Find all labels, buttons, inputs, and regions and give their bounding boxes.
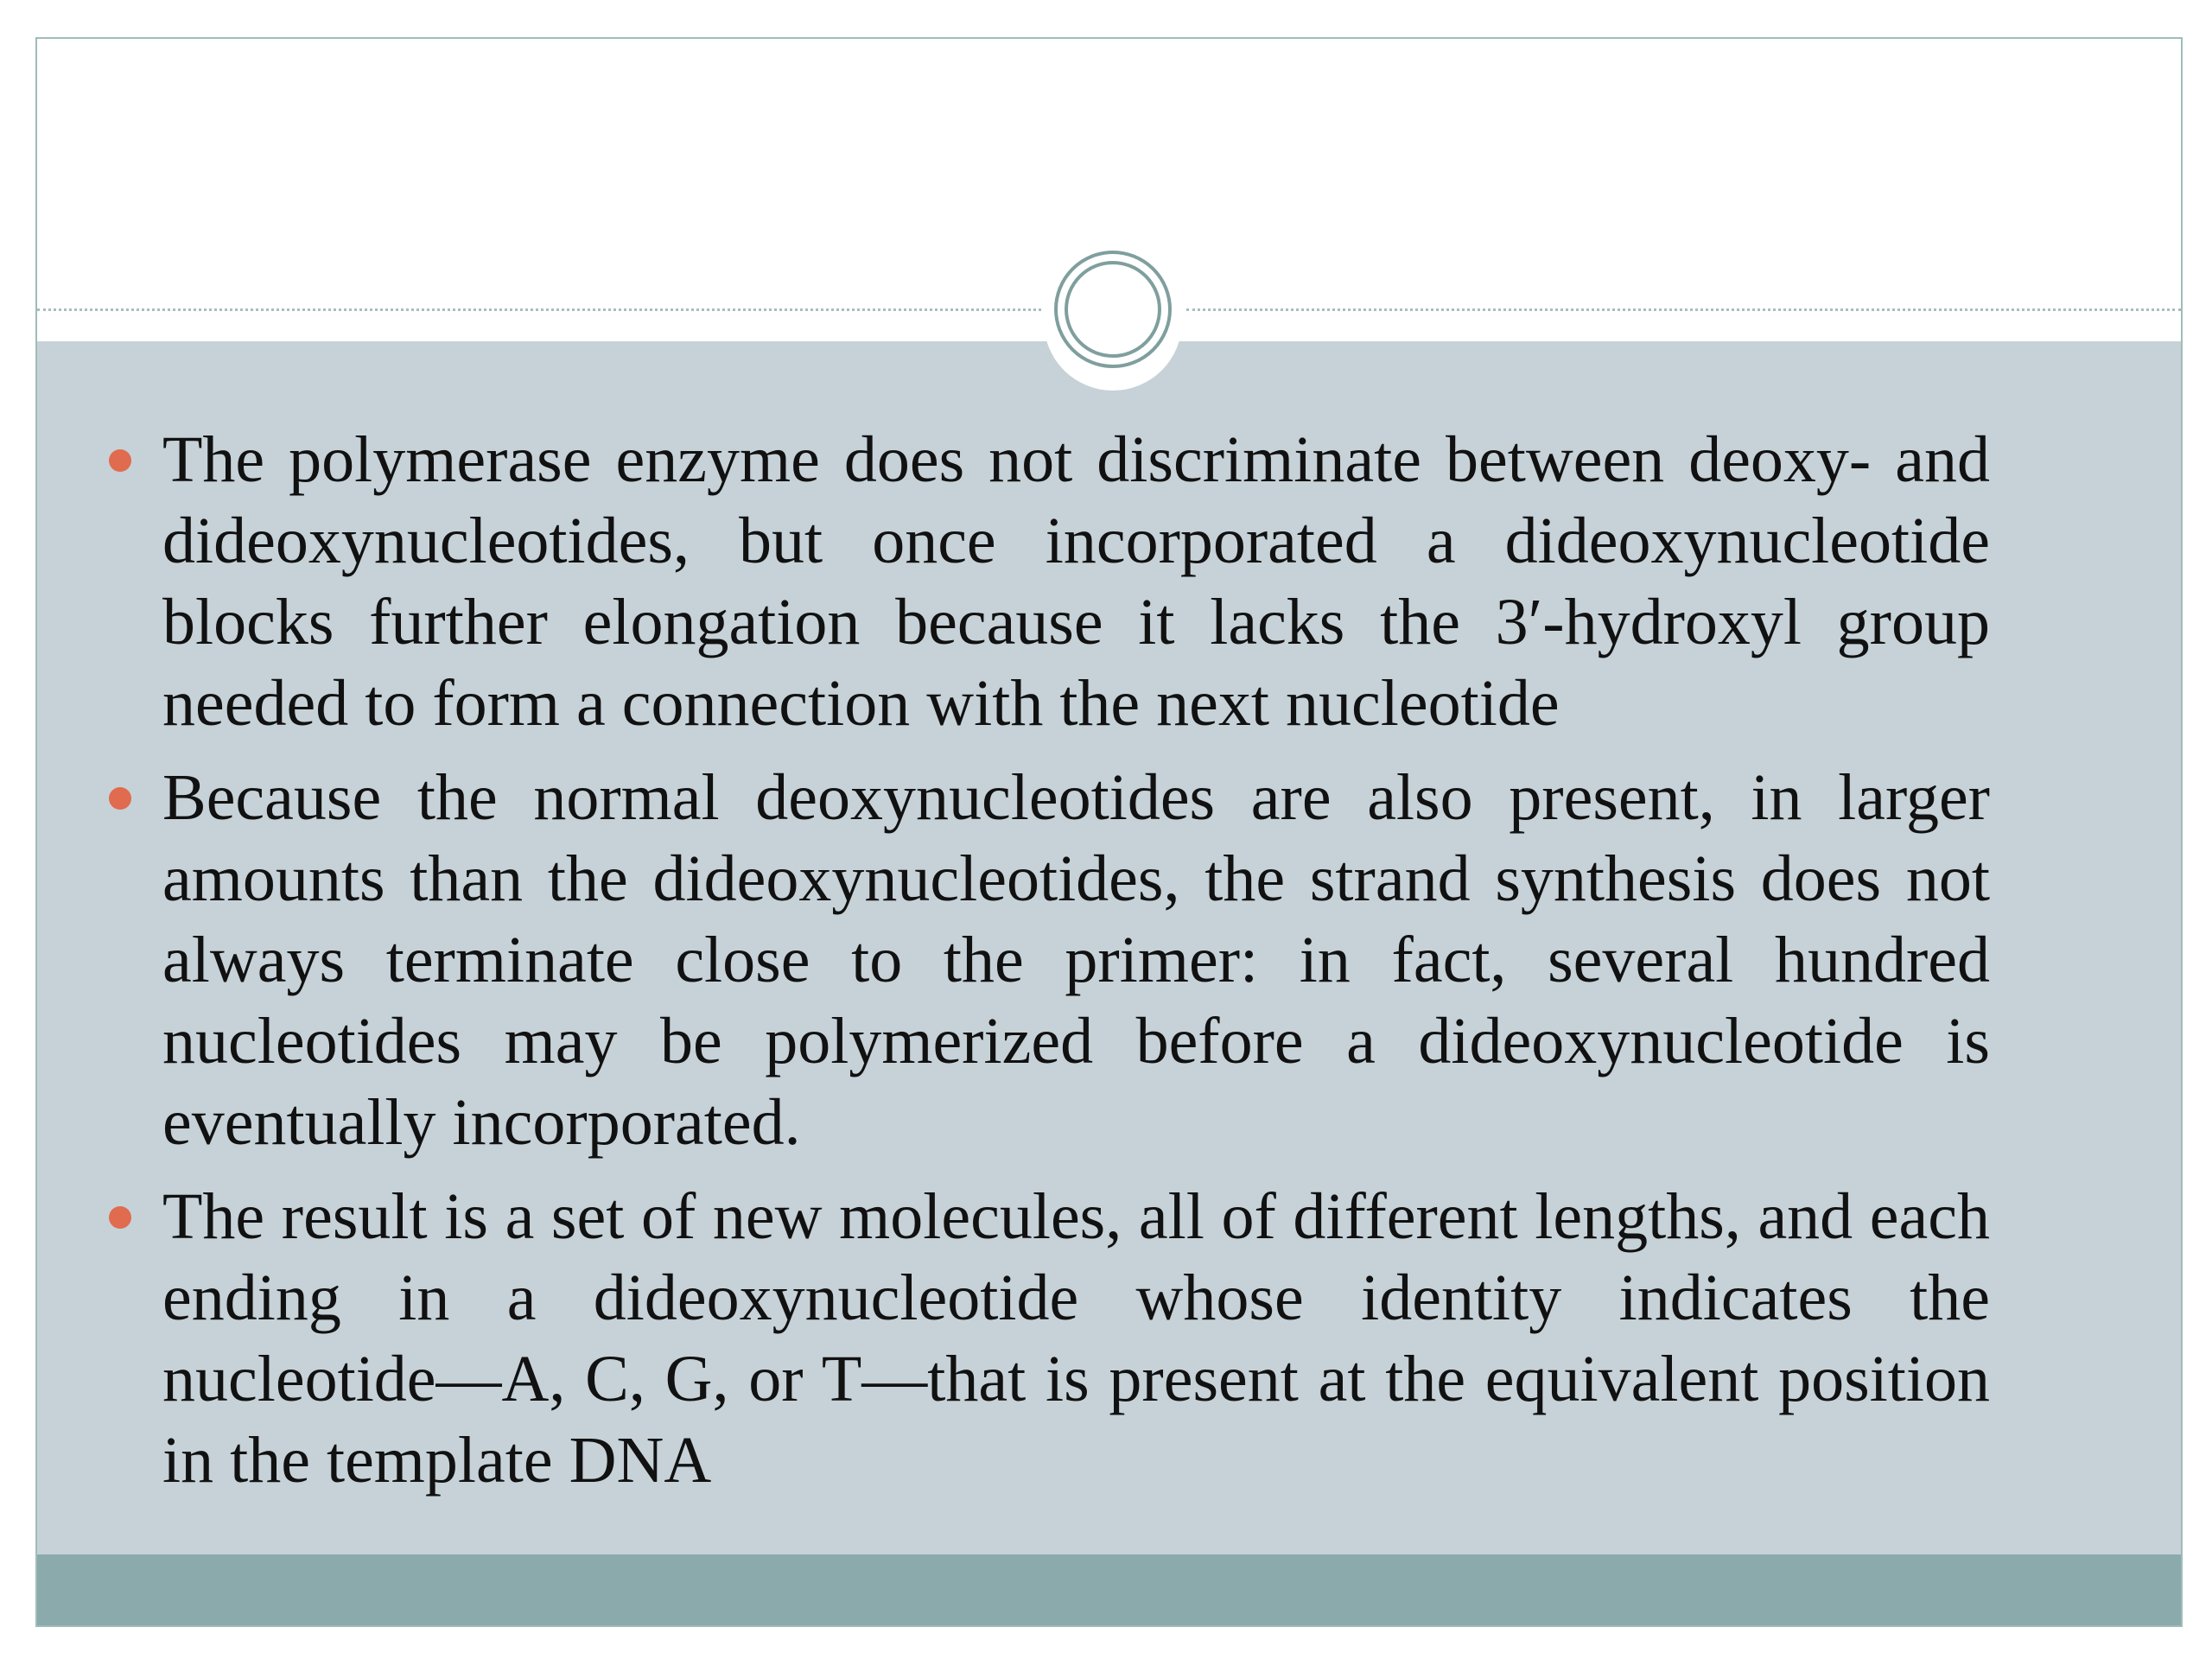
header-divider-left xyxy=(37,308,1041,311)
bullet-text: The result is a set of new molecules, all of different lengths, and each ending in a dideoxynucleotide whose identity indicates the nucleotide—A, C, G, or T—that is present at the equivalent position in the template DNA xyxy=(162,1180,1990,1497)
bullet-item xyxy=(162,1176,1990,1501)
bullet-text: Because the normal deoxynucleotides are also present, in larger amounts than the dideoxynucleotides, the strand synthesis does not always terminate close to the primer: in fact, several hundred nucleotides may be polymerized before a dideoxynucleotide is eventually incorporated. xyxy=(162,761,1990,1159)
bullet-list xyxy=(162,419,1990,1514)
bullet-item xyxy=(162,757,1990,1163)
ornament-ring-inner-icon xyxy=(1065,261,1161,358)
bullet-dot-icon xyxy=(109,1206,131,1229)
bullet-text: The polymerase enzyme does not discriminate between deoxy- and dideoxynucleotides, but once incorporated a dideoxynucleotide blocks further elongation because it lacks the 3′-hydroxyl group needed to form a connection with the next nucleotide xyxy=(162,423,1990,740)
footer-band xyxy=(37,1554,2181,1627)
slide xyxy=(35,37,2183,1627)
bullet-dot-icon xyxy=(109,449,131,472)
bullet-item xyxy=(162,419,1990,744)
header-divider-right xyxy=(1186,308,2181,311)
bullet-dot-icon xyxy=(109,787,131,810)
